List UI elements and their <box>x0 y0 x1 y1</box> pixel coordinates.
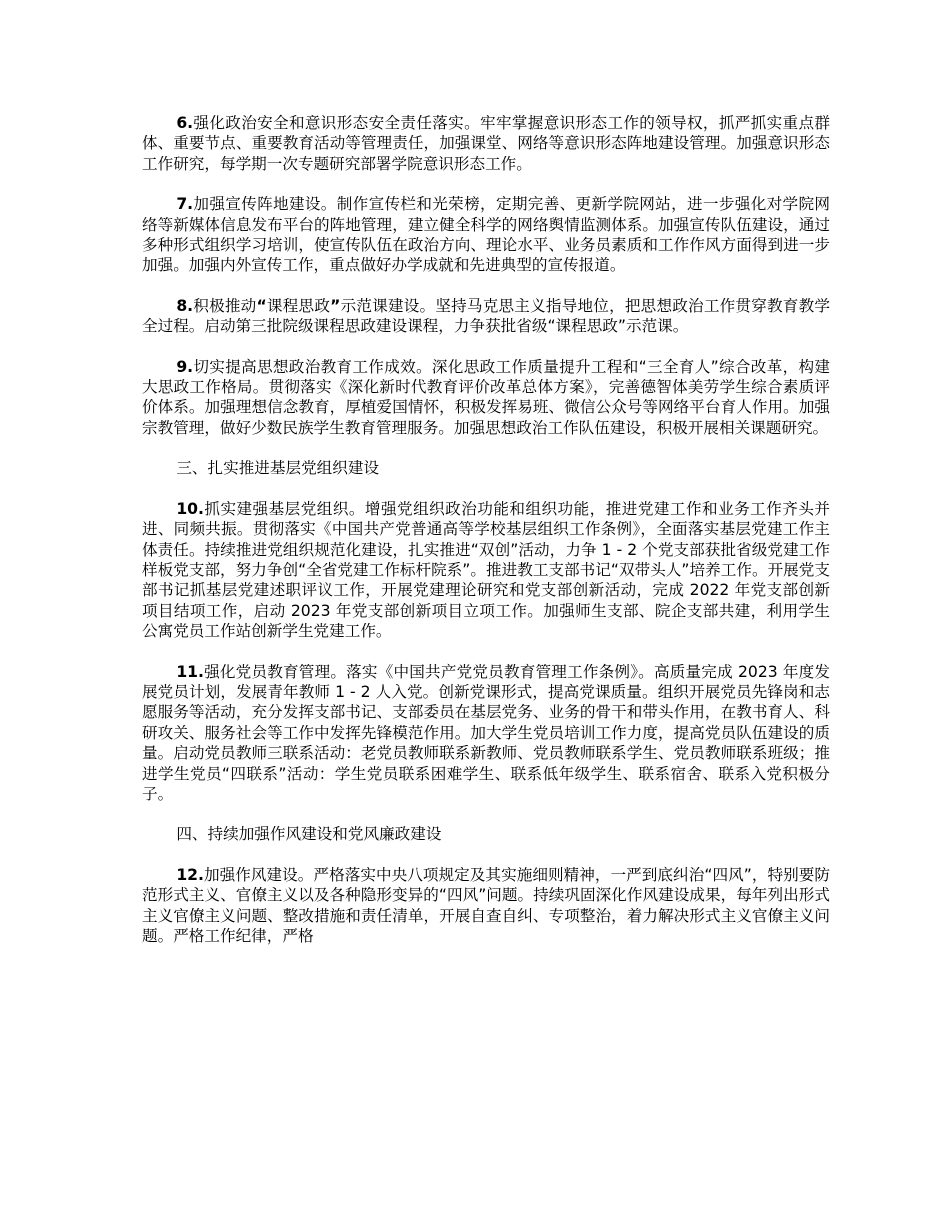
item-number: 12. <box>176 865 204 884</box>
item-number: 7. <box>176 195 194 214</box>
item-number: 8. <box>176 296 194 315</box>
paragraph-6 <box>142 113 830 174</box>
paragraph-text: 抓实建强基层党组织。增强党组织政治功能和组织功能，推进党建工作和业务工作齐头并进、同频共振。贯彻落实《中国共产党普通高等学校基层组织工作条例》，全面落实基层党建工作主体责任。持续推进党组织规范化建设，扎实推进“双创”活动，力争 1 - 2 个党支部获批省级党建工作样板党支部，努力争创“全省党建工作标杆院系”。推进教工支部书记“双带头人”培养工作。开展党支部书记抓基层党建述职评议工作，开展党建理论研究和党支部创新活动，完成 2022 年党支部创新项目结项工作，启动 2023 年党支部创新项目立项工作。加强师生支部、院企支部共建，利用学生公寓党员工作站创新学生党建工作。 <box>142 499 830 641</box>
paragraph-text: 加强作风建设。严格落实中央八项规定及其实施细则精神，一严到底纠治“四风”，特别要防范形式主义、官僚主义以及各种隐形变异的“四风”问题。持续巩固深化作风建设成果，每年列出形式主义官僚主义问题、整改措施和责任清单，开展自查自纠、专项整治，着力解决形式主义官僚主义问题。严格工作纪律，严格 <box>142 865 830 945</box>
open-quote: “ <box>256 296 267 315</box>
document-page <box>142 113 830 966</box>
item-number: 6. <box>176 114 194 132</box>
paragraph-text: 加强宣传阵地建设。制作宣传栏和光荣榜，定期完善、更新学院网站，进一步强化对学院网络等新媒体信息发布平台的阵地管理，建立健全科学的网络舆情监测体系。加强宣传队伍建设，通过多种形式组织学习培训，使宣传队伍在政治方向、理论水平、业务员素质和工作作风方面得到进一步加强。加强内外宣传工作，重点做好办学成就和先进典型的宣传报道。 <box>142 195 830 275</box>
paragraph-7 <box>142 194 830 276</box>
item-number: 9. <box>176 357 194 376</box>
item-number: 10. <box>176 499 204 518</box>
paragraph-text: 切实提高思想政治教育工作成效。深化思政工作质量提升工程和“三全育人”综合改革，构建大思政工作格局。贯彻落实《深化新时代教育评价改革总体方案》，完善德智体美劳学生综合素质评价体系。加强理想信念教育，厚植爱国情怀，积极发挥易班、微信公众号等网络平台育人作用。加强宗教管理，做好少数民族学生教育管理服务。加强思想政治工作队伍建设，积极开展相关课题研究。 <box>142 357 830 437</box>
paragraph-text: 强化党员教育管理。落实《中国共产党党员教育管理工作条例》。高质量完成 2023 年度发展党员计划，发展青年教师 1 - 2 人入党。创新党课形式，提高党课质量。组织开展党员先锋岗和志愿服务等活动，充分发挥支部书记、支部委员在基层党务、业务的骨干和带头作用，在教书育人、科研攻关、服务社会等工作中发挥先锋模范作用。加大学生党员培训工作力度，提高党员队伍建设的质量。启动党员教师三联系活动：老党员教师联系新教师、党员教师联系学生、党员教师联系班级；推进学生党员“四联系”活动：学生党员联系困难学生、联系低年级学生、联系宿舍、联系入党积极分子。 <box>142 662 830 803</box>
paragraph-text-pre: 积极推动 <box>193 296 257 315</box>
paragraph-text-post: 示范课建设。坚持马克思主义指导地位，把思想政治工作贯穿教育教学全过程。启动第三批院级课程思政建设课程，力争获批省级“课程思政”示范课。 <box>142 296 830 336</box>
paragraph-11 <box>142 662 830 805</box>
paragraph-8 <box>142 296 830 337</box>
paragraph-12 <box>142 865 830 947</box>
item-number: 11. <box>176 662 204 681</box>
paragraph-text-mid: 课程思政 <box>266 296 331 315</box>
paragraph-text: 强化政治安全和意识形态安全责任落实。牢牢掌握意识形态工作的领导权，抓严抓实重点群体、重要节点、重要教育活动等管理责任，加强课堂、网络等意识形态阵地建设管理。加强意识形态工作研究，每学期一次专题研究部署学院意识形态工作。 <box>142 114 830 173</box>
section-heading-3: 三、扎实推进基层党组织建设 <box>176 459 380 478</box>
paragraph-9 <box>142 357 830 439</box>
paragraph-10 <box>142 499 830 642</box>
close-quote: ” <box>330 296 341 315</box>
section-heading-4: 四、持续加强作风建设和党风廉政建设 <box>176 825 442 844</box>
